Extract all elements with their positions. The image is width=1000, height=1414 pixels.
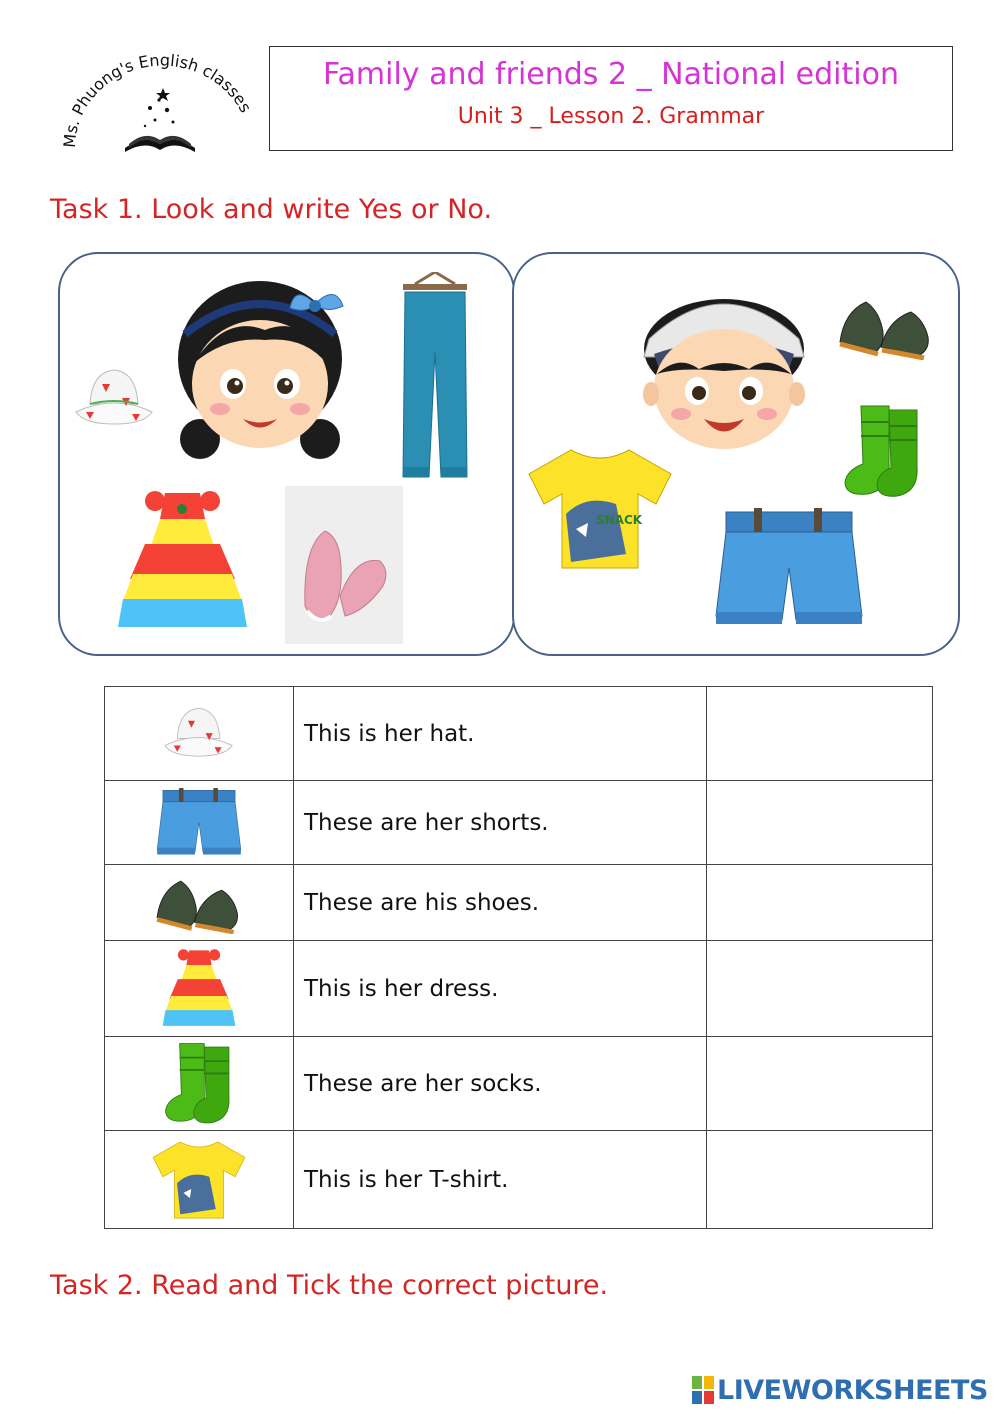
row-image-cell [105, 941, 294, 1037]
yellow-tshirt-icon [151, 1138, 247, 1222]
row-image-cell [105, 1131, 294, 1229]
task1-title: Task 1. Look and write Yes or No. [50, 194, 493, 225]
row-sentence: These are her shorts. [294, 781, 707, 865]
header-subtitle: Unit 3 _ Lesson 2. Grammar [457, 104, 765, 129]
bucket-hat-icon [72, 364, 157, 434]
row-image-cell [105, 865, 294, 941]
answer-cell[interactable] [707, 1131, 933, 1229]
table-row [105, 941, 933, 1037]
task2-title: Task 2. Read and Tick the correct picture. [50, 1270, 609, 1301]
boy-panel [512, 252, 960, 656]
pink-sneakers-icon [285, 486, 403, 644]
open-book-stars-icon [125, 88, 195, 152]
row-sentence: This is her hat. [294, 687, 707, 781]
green-shoes-icon [151, 872, 247, 934]
liveworksheets-logo-icon [692, 1376, 714, 1404]
task1-table [104, 686, 933, 1229]
bucket-hat-icon [158, 703, 240, 765]
answer-input[interactable] [717, 1063, 921, 1105]
girl-face-icon [165, 274, 355, 474]
answer-input[interactable] [717, 802, 921, 844]
header-title: Family and friends 2 _ National edition [323, 57, 899, 92]
answer-input[interactable] [717, 713, 921, 755]
green-socks-icon [159, 1040, 239, 1128]
answer-cell[interactable] [707, 687, 933, 781]
girl-panel [58, 252, 515, 656]
table-row [105, 865, 933, 941]
table-row [105, 1037, 933, 1131]
row-sentence: These are her socks. [294, 1037, 707, 1131]
row-sentence: This is her dress. [294, 941, 707, 1037]
logo-text: Ms. Phuong's English classes [59, 50, 256, 149]
row-image-cell [105, 1037, 294, 1131]
dress-icon [161, 948, 237, 1030]
answer-cell[interactable] [707, 781, 933, 865]
row-sentence: These are his shoes. [294, 865, 707, 941]
liveworksheets-brand [692, 1373, 988, 1407]
answer-cell[interactable] [707, 865, 933, 941]
jeans-icon [395, 272, 475, 487]
green-shoes-icon [836, 292, 936, 360]
answer-input[interactable] [717, 882, 921, 924]
answer-cell[interactable] [707, 1037, 933, 1131]
table-row [105, 1131, 933, 1229]
blue-shorts-icon [714, 508, 864, 630]
row-image-cell [105, 687, 294, 781]
header-box [269, 46, 953, 151]
row-sentence: This is her T-shirt. [294, 1131, 707, 1229]
boy-face-icon [629, 279, 819, 454]
answer-cell[interactable] [707, 941, 933, 1037]
answer-input[interactable] [717, 968, 921, 1010]
row-image-cell [105, 781, 294, 865]
table-row [105, 687, 933, 781]
green-socks-icon [839, 402, 927, 502]
brand-text: LIVEWORKSHEETS [717, 1374, 988, 1406]
yellow-tshirt-icon [526, 444, 674, 574]
logo [55, 48, 265, 158]
svg-text:SNACK: SNACK [596, 513, 643, 527]
blue-shorts-icon [156, 787, 242, 859]
answer-input[interactable] [717, 1159, 921, 1201]
dress-icon [115, 489, 250, 634]
table-row [105, 781, 933, 865]
